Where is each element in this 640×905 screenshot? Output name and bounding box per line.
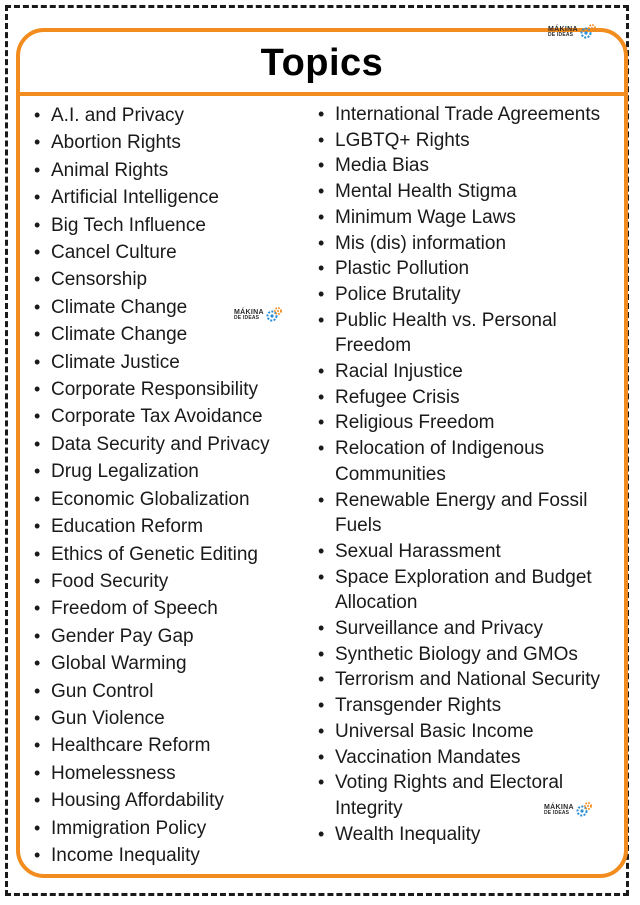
makina-logo-footer	[544, 802, 592, 818]
topic-item: • Gun Control	[34, 678, 270, 705]
topic-line: • Mental Health Stigma	[335, 181, 517, 203]
topic-item	[318, 102, 600, 128]
topic-line: • Vaccination Mandates	[335, 746, 521, 768]
logo-line1: MÁKINA	[234, 309, 264, 316]
topic-line: • Sexual Harassment	[335, 540, 501, 562]
topic-line: Communities	[335, 463, 446, 485]
topic-line: • Voting Rights and Electoral	[335, 772, 564, 794]
topic-line: • Refugee Crisis	[335, 386, 460, 408]
topic-item	[318, 667, 600, 693]
topic-item	[318, 488, 600, 539]
topic-line: • Universal Basic Income	[335, 720, 534, 742]
topic-line: • Terrorism and National Security	[335, 669, 601, 691]
topic-item: • Censorship	[34, 266, 270, 293]
gears-icon	[580, 24, 596, 40]
topic-line: • Minimum Wage Laws	[335, 206, 516, 228]
topic-item: • Freedom of Speech	[34, 595, 270, 622]
topic-item	[318, 128, 600, 154]
topic-line: • Surveillance and Privacy	[335, 618, 544, 640]
topic-item	[318, 385, 600, 411]
topic-item	[318, 565, 600, 616]
topic-line: • Renewable Energy and Fossil	[335, 489, 588, 511]
gears-icon	[266, 307, 282, 323]
topic-item	[318, 745, 600, 771]
topic-item: • Gender Pay Gap	[34, 623, 270, 650]
topic-line: • Space Exploration and Budget	[335, 566, 592, 588]
right-topic-list	[318, 102, 600, 847]
topic-item	[318, 642, 600, 668]
logo-line2: DE IDEAS	[234, 315, 260, 321]
topic-line: Allocation	[335, 592, 418, 614]
topic-item	[318, 282, 600, 308]
topic-line: • Wealth Inequality	[335, 823, 481, 845]
topic-item: • Housing Affordability	[34, 787, 270, 814]
topic-item: • Economic Globalization	[34, 486, 270, 513]
topic-item: • Income Inequality	[34, 842, 270, 869]
topic-line: • Police Brutality	[335, 283, 461, 305]
topic-item: • Climate Change	[34, 294, 270, 321]
topic-item: • Homelessness	[34, 760, 270, 787]
topic-item: • Artificial Intelligence	[34, 184, 270, 211]
topic-item: • Drug Legalization	[34, 458, 270, 485]
topic-item: • Corporate Tax Avoidance	[34, 403, 270, 430]
topic-item	[318, 410, 600, 436]
topic-item: • Big Tech Influence	[34, 212, 270, 239]
logo-line2: DE IDEAS	[544, 810, 570, 816]
topic-item	[318, 822, 600, 848]
topic-line: • Relocation of Indigenous	[335, 438, 545, 460]
topic-item: • Gun Violence	[34, 705, 270, 732]
topic-item: • Global Warming	[34, 650, 270, 677]
topic-item	[318, 719, 600, 745]
topic-line: • LGBTQ+ Rights	[335, 129, 470, 151]
topic-line: • International Trade Agreements	[335, 104, 601, 125]
topic-item	[318, 359, 600, 385]
topic-item	[318, 256, 600, 282]
topic-item	[318, 539, 600, 565]
topic-item	[318, 308, 600, 359]
card-header	[20, 32, 624, 96]
topic-item: • Cancel Culture	[34, 239, 270, 266]
topic-item: • Education Reform	[34, 513, 270, 540]
makina-logo-header	[548, 24, 596, 40]
topic-line: Integrity	[335, 797, 403, 819]
topic-item: • Climate Justice	[34, 349, 270, 376]
topics-card	[16, 28, 628, 878]
page-title: Topics	[260, 42, 384, 84]
topic-item: • Animal Rights	[34, 157, 270, 184]
topic-line: • Racial Injustice	[335, 361, 463, 383]
left-topic-list	[34, 102, 270, 869]
topic-item	[318, 436, 600, 487]
topic-line: • Transgender Rights	[335, 695, 502, 717]
topic-item	[318, 205, 600, 231]
topic-item	[318, 231, 600, 257]
logo-line1: MÁKINA	[544, 804, 574, 811]
topic-item: • Corporate Responsibility	[34, 376, 270, 403]
makina-logo-watermark	[234, 307, 282, 323]
topic-item	[318, 693, 600, 719]
topic-line: • Public Health vs. Personal	[335, 309, 557, 331]
topic-line: • Mis (dis) information	[335, 232, 507, 254]
gears-icon	[576, 802, 592, 818]
topic-line: • Media Bias	[335, 155, 429, 177]
topic-line: • Religious Freedom	[335, 412, 495, 434]
topic-item: • Food Security	[34, 568, 270, 595]
topic-item: • Healthcare Reform	[34, 732, 270, 759]
topic-item	[318, 616, 600, 642]
logo-line2: DE IDEAS	[548, 32, 574, 38]
logo-line1: MÁKINA	[548, 26, 578, 33]
topic-line: • Plastic Pollution	[335, 258, 470, 280]
topic-line: • Synthetic Biology and GMOs	[335, 643, 578, 665]
topic-item: • Ethics of Genetic Editing	[34, 541, 270, 568]
topic-item: • Climate Change	[34, 321, 270, 348]
topic-item: • Immigration Policy	[34, 815, 270, 842]
topic-line: Freedom	[335, 335, 412, 357]
topic-item: • Abortion Rights	[34, 129, 270, 156]
topic-line: Fuels	[335, 515, 382, 537]
topic-item: • A.I. and Privacy	[34, 102, 270, 129]
topic-item	[318, 179, 600, 205]
topic-item	[318, 153, 600, 179]
topic-item: • Data Security and Privacy	[34, 431, 270, 458]
